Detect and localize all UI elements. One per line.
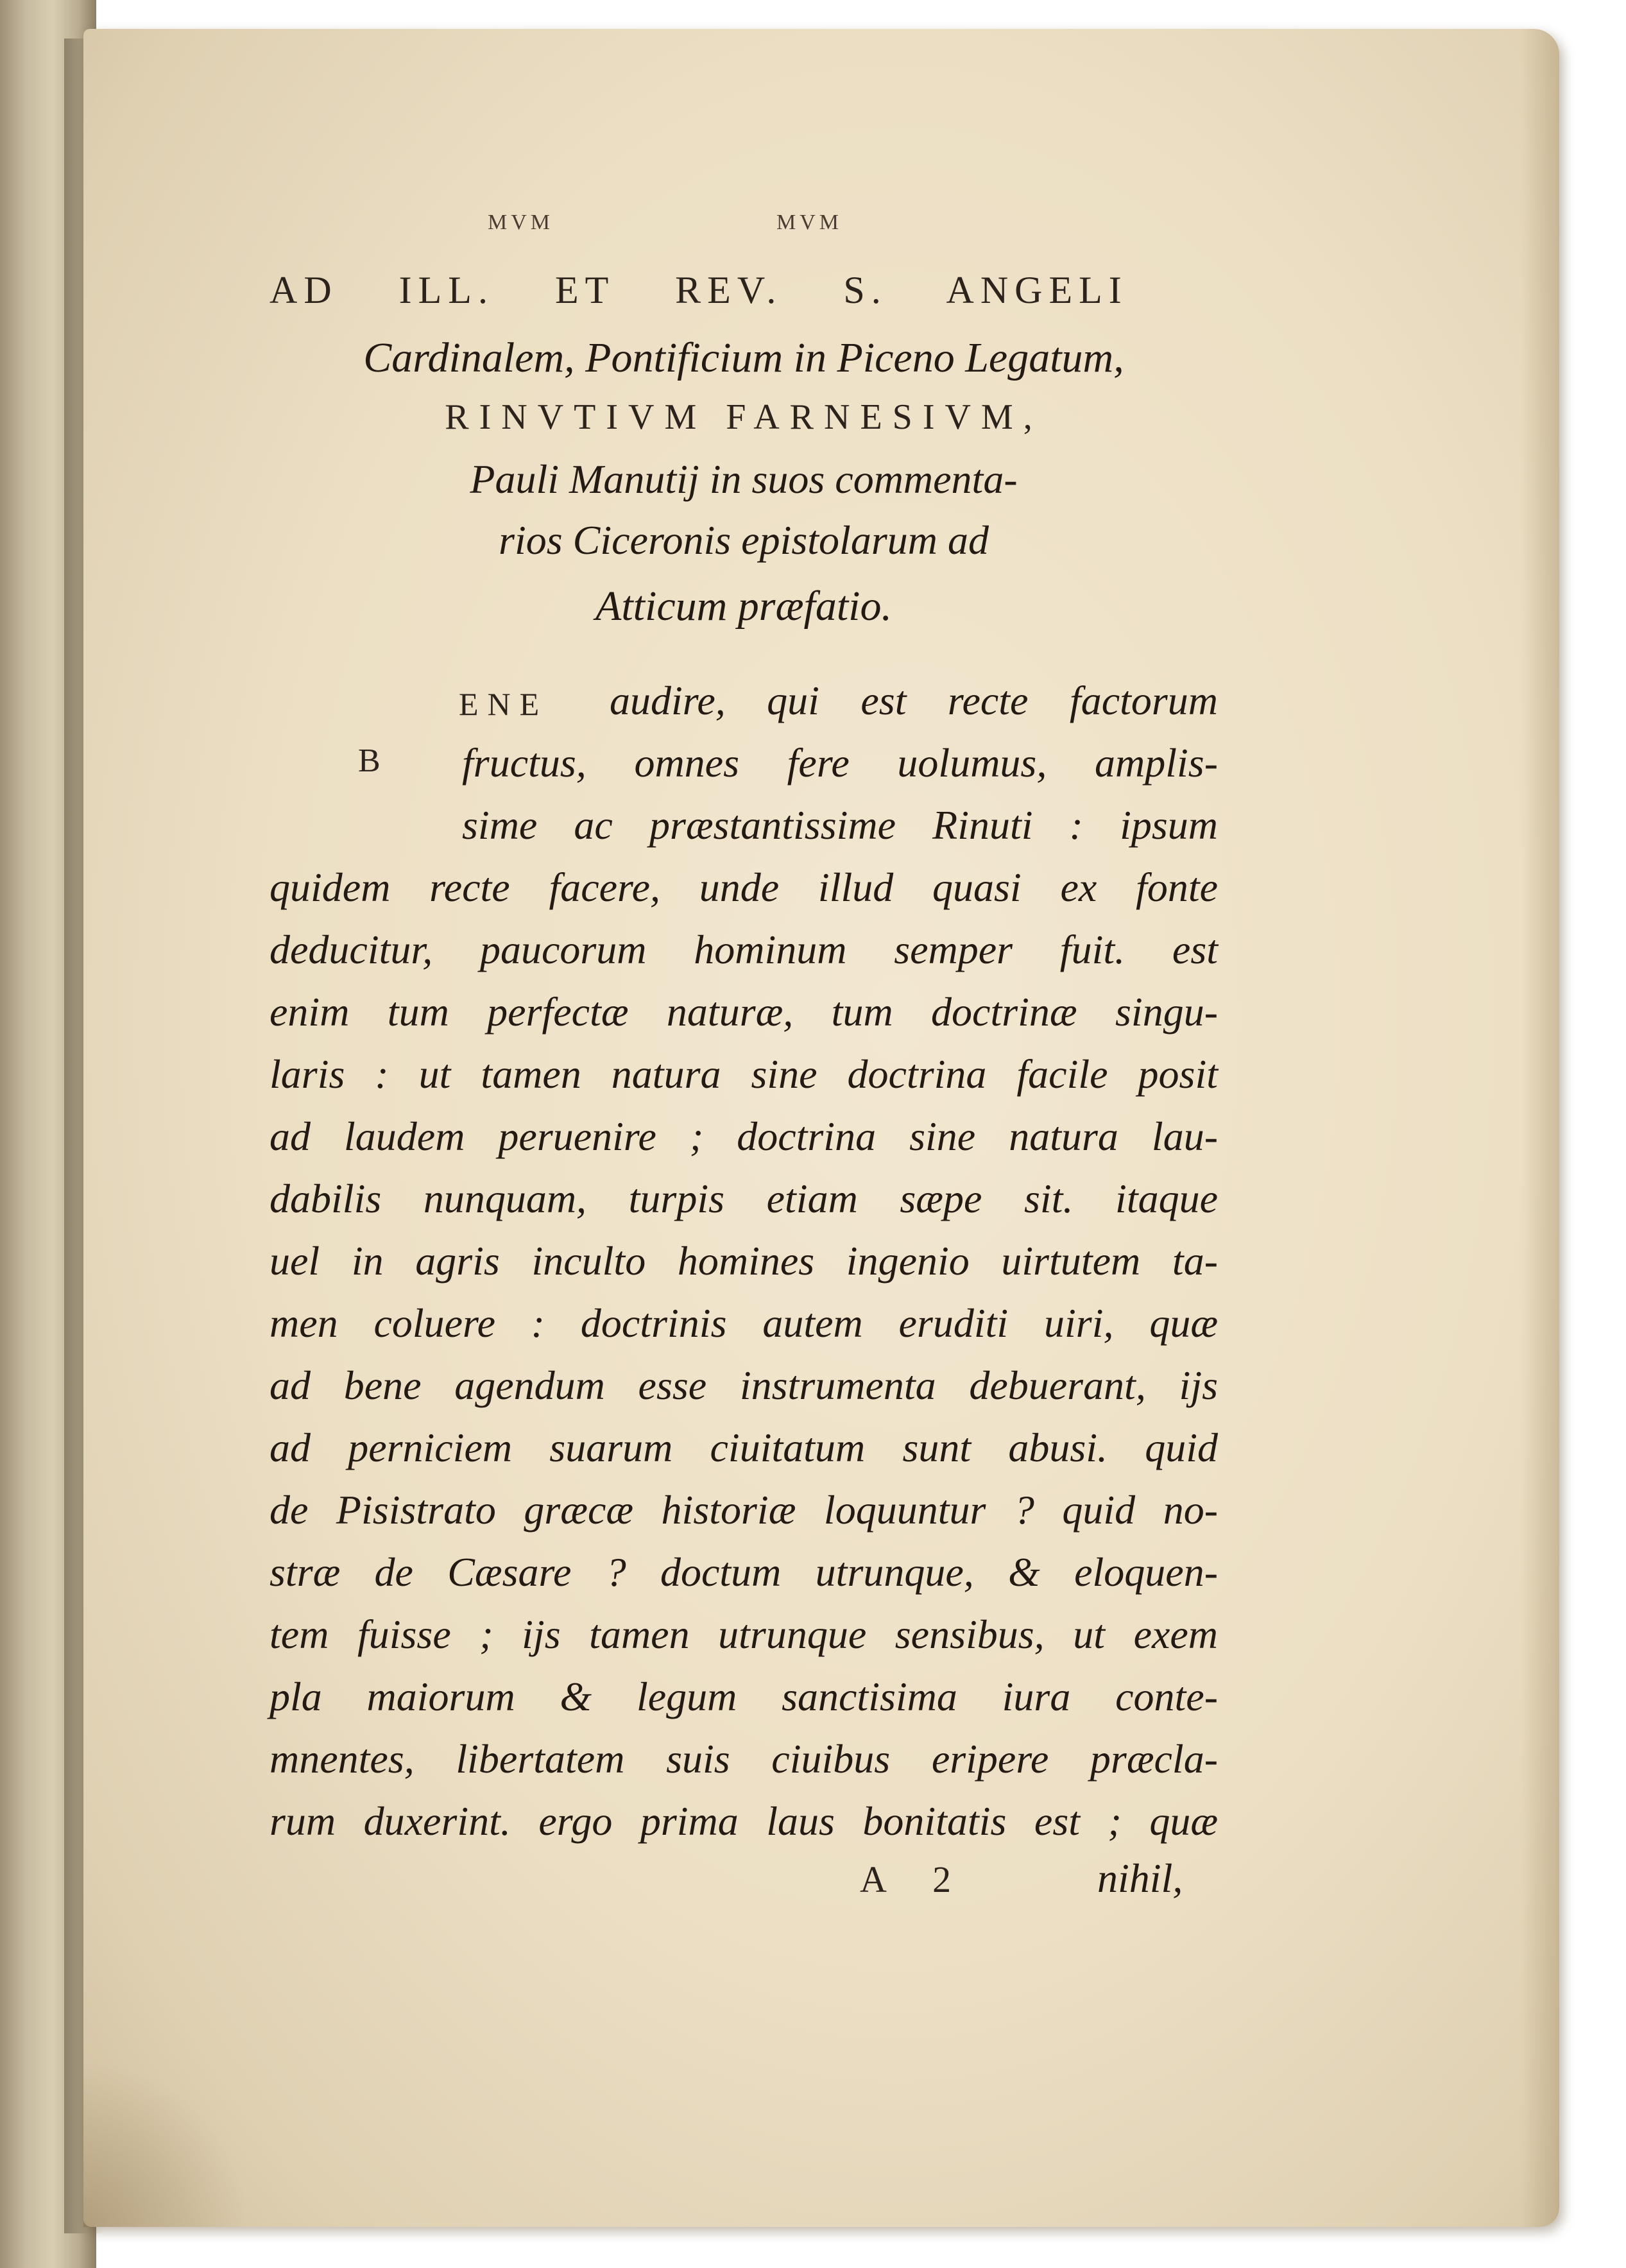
body-line-11: men coluere : doctrinis autem eruditi uiri, quæ — [270, 1300, 1218, 1346]
body-line-1: audire, qui est recte factorum — [610, 678, 1218, 723]
dedication-line-4: Pauli Manutij in suos commenta- — [470, 456, 1018, 502]
dedication-line-2: Cardinalem, Pontificium in Piceno Legatum, — [363, 334, 1124, 381]
body-line-6: enim tum perfectæ naturæ, tum doctrinæ singu- — [270, 989, 1218, 1035]
catchword: nihil, — [1097, 1855, 1183, 1901]
signature-mark: A 2 — [860, 1859, 958, 1900]
body-line-18: mnentes, libertatem suis ciuibus eripere præcla- — [270, 1736, 1218, 1782]
dedication-line-5: rios Ciceronis epistolarum ad — [499, 517, 989, 563]
body-line-10: uel in agris inculto homines ingenio uirtutem ta- — [270, 1238, 1218, 1284]
body-line-4: quidem recte facere, unde illud quasi ex fonte — [270, 864, 1218, 910]
body-line-12: ad bene agendum esse instrumenta debuerant, ijs — [270, 1362, 1218, 1408]
body-line-17: pla maiorum & legum sanctisima iura conte- — [270, 1674, 1218, 1719]
dedication-title: AD ILL. ET REV. S. ANGELI — [270, 269, 1128, 311]
body-line-13: ad perniciem suarum ciuitatum sunt abusi. quid — [270, 1425, 1218, 1470]
body-line-9: dabilis nunquam, turpis etiam sæpe sit. itaque — [270, 1176, 1218, 1221]
body-line-5: deducitur, paucorum hominum semper fuit. est — [270, 927, 1218, 972]
body-line-3: sime ac præstantissime Rinuti : ipsum — [462, 802, 1218, 848]
page-edge-shadow — [1521, 29, 1559, 2227]
body-line-16: tem fuisse ; ijs tamen utrunque sensibus, ut exem — [270, 1611, 1218, 1657]
body-line-19: rum duxerint. ergo prima laus bonitatis est ; quæ — [270, 1798, 1218, 1844]
body-line-2: fructus, omnes fere uolumus, amplis- — [462, 740, 1218, 786]
initial-rest: ENE — [459, 686, 549, 722]
body-line-14: de Pisistrato græcæ historiæ loquuntur ? quid no- — [270, 1487, 1218, 1533]
body-line-15: stræ de Cæsare ? doctum utrunque, & eloquen- — [270, 1549, 1218, 1595]
running-head-right: MVM — [776, 210, 843, 234]
initial-letter: B — [358, 743, 387, 779]
dedication-line-6: Atticum præfatio. — [595, 583, 892, 630]
dedication-line-3: RINVTIVM FARNESIVM, — [445, 397, 1043, 437]
body-line-7: laris : ut tamen natura sine doctrina facile posit — [270, 1051, 1218, 1097]
body-line-8: ad laudem peruenire ; doctrina sine natura lau- — [270, 1113, 1218, 1159]
page-stain — [83, 2060, 250, 2227]
dedication-line-1 — [270, 271, 1218, 309]
running-head-left: MVM — [488, 210, 554, 234]
